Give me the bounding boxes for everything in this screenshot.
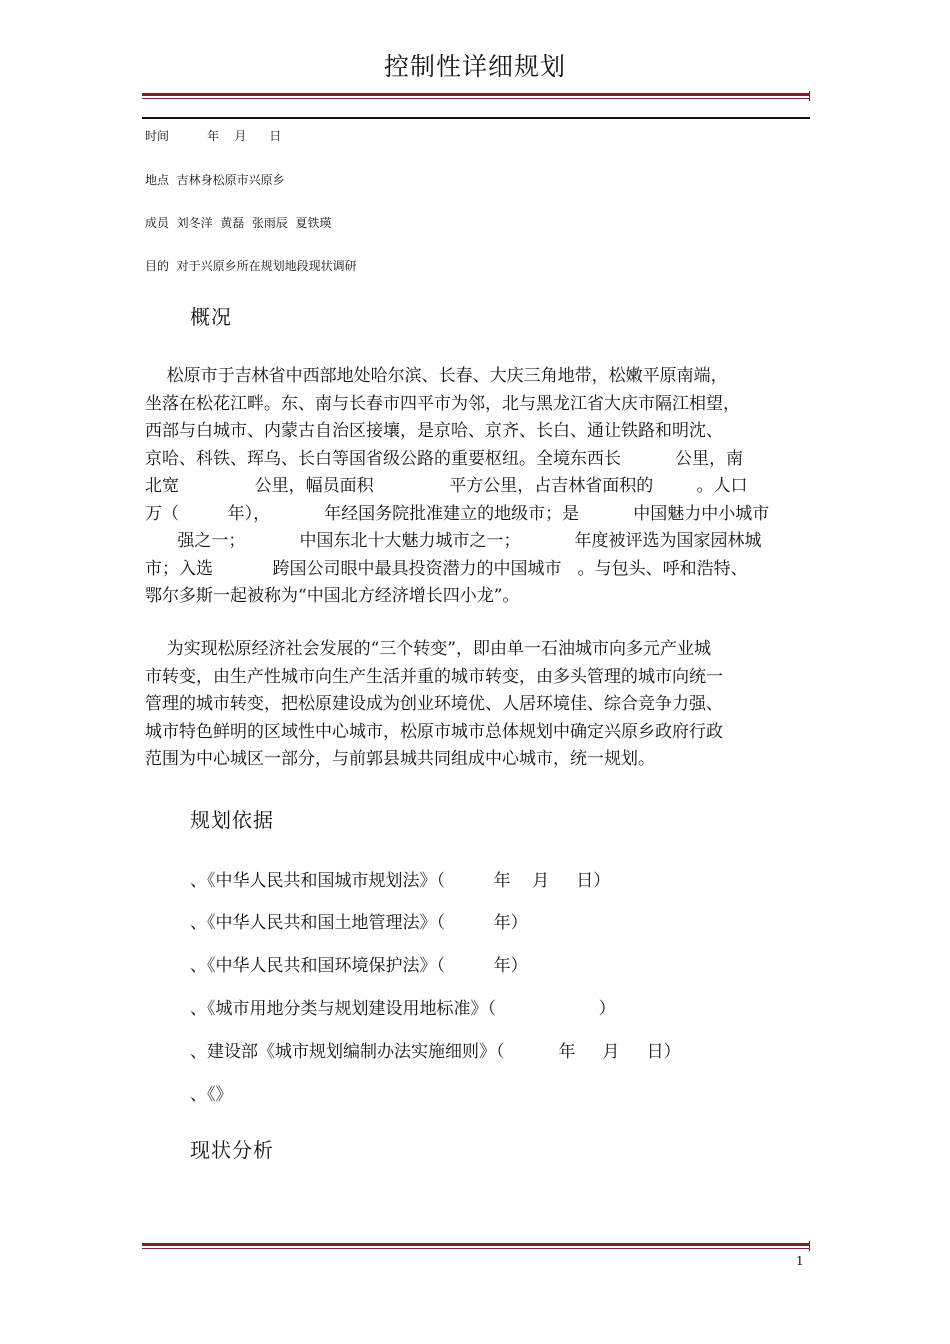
basis-item-4: 、《城市用地分类与规划建设用地标准》（ ） <box>190 999 616 1019</box>
paragraph-line: 京哈、科铁、珲乌、长白等国省级公路的重要枢纽。全境东西长 公里，南 <box>145 448 744 469</box>
overview-paragraph-2 <box>145 636 813 774</box>
paragraph-line: 松原市于吉林省中西部地处哈尔滨、长春、大庆三角地带，松嫩平原南端， <box>145 366 728 386</box>
paragraph-line: 管理的城市转变，把松原建设成为创业环境优、人居环境佳、综合竞争力强、 <box>145 694 723 714</box>
paragraph-line: 北宽 公里，幅员面积 平方公里，占吉林省面积的 。人口 <box>145 476 748 496</box>
section-heading-basis: 规划依据 <box>190 808 274 832</box>
paragraph-line: 鄂尔多斯一起被称为“中国北方经济增长四小龙”。 <box>145 586 520 606</box>
header-rule-end-tick <box>809 91 810 101</box>
overview-paragraph-1 <box>145 363 813 611</box>
basis-item-3: 、《中华人民共和国环境保护法》（ 年） <box>190 956 528 976</box>
meta-purpose: 目的 对于兴原乡所在规划地段现状调研 <box>145 259 357 273</box>
paragraph-line: 万（ 年）， 年经国务院批准建立的地级市；是 中国魅力中小城市 <box>145 503 770 524</box>
section-heading-analysis: 现状分析 <box>190 1138 274 1162</box>
meta-divider <box>142 117 810 119</box>
footer-rule-thin <box>142 1248 810 1249</box>
paragraph-line: 为实现松原经济社会发展的“三个转变”，即由单一石油城市向多元产业城 <box>145 639 711 659</box>
basis-item-1: 、《中华人民共和国城市规划法》（ 年 月 日） <box>190 871 611 891</box>
paragraph-line: 城市特色鲜明的区域性中心城市，松原市城市总体规划中确定兴原乡政府行政 <box>145 721 723 742</box>
paragraph-line: 范围为中心城区一部分，与前郭县城共同组成中心城市，统一规划。 <box>145 749 655 769</box>
basis-item-2: 、《中华人民共和国土地管理法》（ 年） <box>190 913 528 933</box>
meta-place: 地点 吉林身松原市兴原乡 <box>145 173 285 187</box>
paragraph-line: 市转变，由生产性城市向生产生活并重的城市转变，由多头管理的城市向统一 <box>145 666 723 687</box>
page-number: 1 <box>796 1254 804 1268</box>
paragraph-line: 西部与白城市、内蒙古自治区接壤，是京哈、京齐、长白、通让铁路和明沈、 <box>145 421 723 441</box>
paragraph-line: 坐落在松花江畔。东、南与长春市四平市为邻，北与黑龙江省大庆市隔江相望， <box>145 393 740 414</box>
section-heading-overview: 概况 <box>190 305 232 329</box>
meta-members: 成员 刘冬洋 黄磊 张雨辰 夏铁瑛 <box>145 216 332 230</box>
footer-rule-end-tick <box>809 1241 810 1251</box>
meta-time: 时间 年 月 日 <box>145 129 282 143</box>
paragraph-line: 强之一； 中国东北十大魅力城市之一； 年度被评选为国家园林城 <box>145 531 762 551</box>
header-rule-thin <box>142 98 810 99</box>
paragraph-line: 市；入选 跨国公司眼中最具投资潜力的中国城市 。与包头、呼和浩特、 <box>145 558 748 579</box>
document-header-title: 控制性详细规划 <box>383 52 566 81</box>
basis-item-6: 、《》 <box>190 1085 233 1105</box>
basis-item-5: 、建设部《城市规划编制办法实施细则》（ 年 月 日） <box>190 1042 681 1062</box>
footer-rule-thick <box>142 1243 810 1246</box>
header-rule-thick <box>142 93 810 96</box>
